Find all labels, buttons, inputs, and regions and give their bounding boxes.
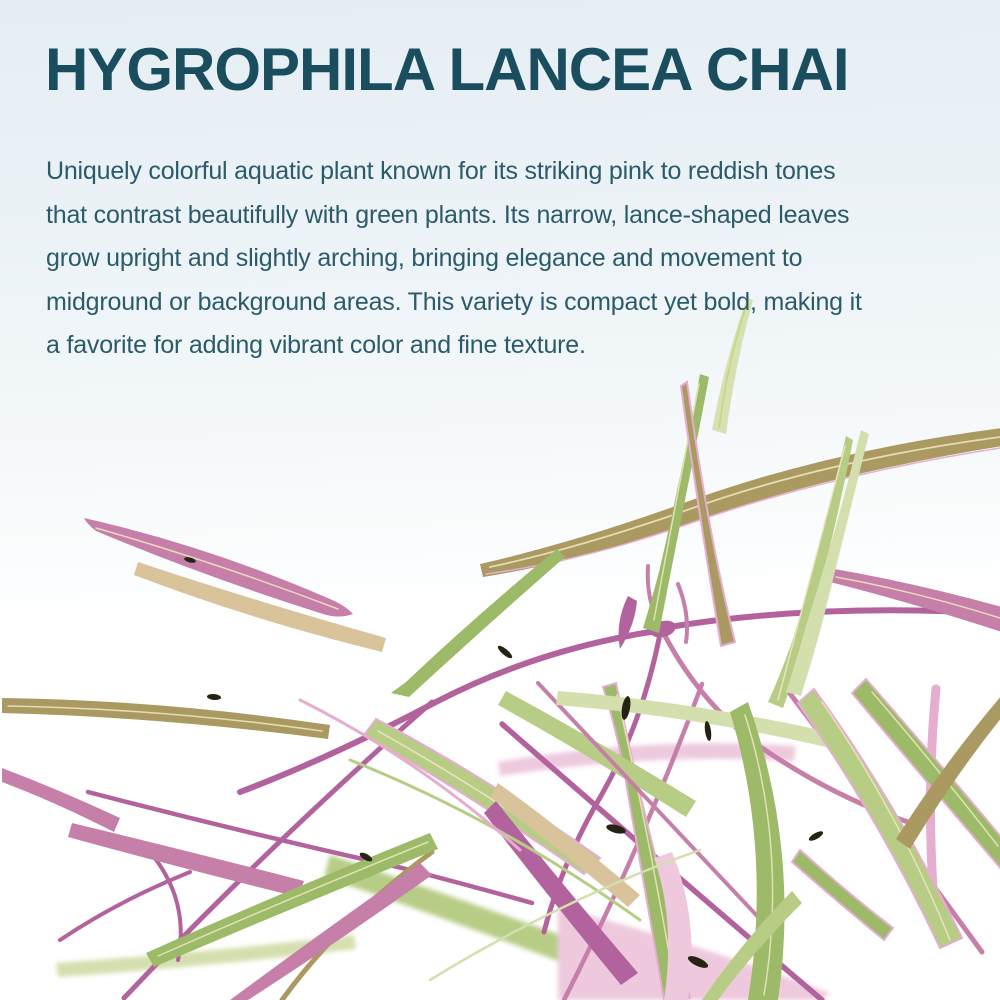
description-line: a favorite for adding vibrant color and fine texture.: [46, 331, 586, 359]
description-line: grow upright and slightly arching, bringing elegance and movement to: [46, 244, 803, 272]
product-description: [46, 150, 986, 368]
page-title: HYGROPHILA LANCEA CHAI: [45, 36, 849, 103]
description-line: that contrast beautifully with green plants. Its narrow, lance-shaped leaves: [46, 200, 850, 229]
description-line: midground or background areas. This variety is compact yet bold, making it: [46, 287, 862, 316]
leaf-group-tangle: [2, 679, 1000, 1000]
description-line: Uniquely colorful aquatic plant known for its striking pink to reddish tones: [46, 157, 836, 185]
